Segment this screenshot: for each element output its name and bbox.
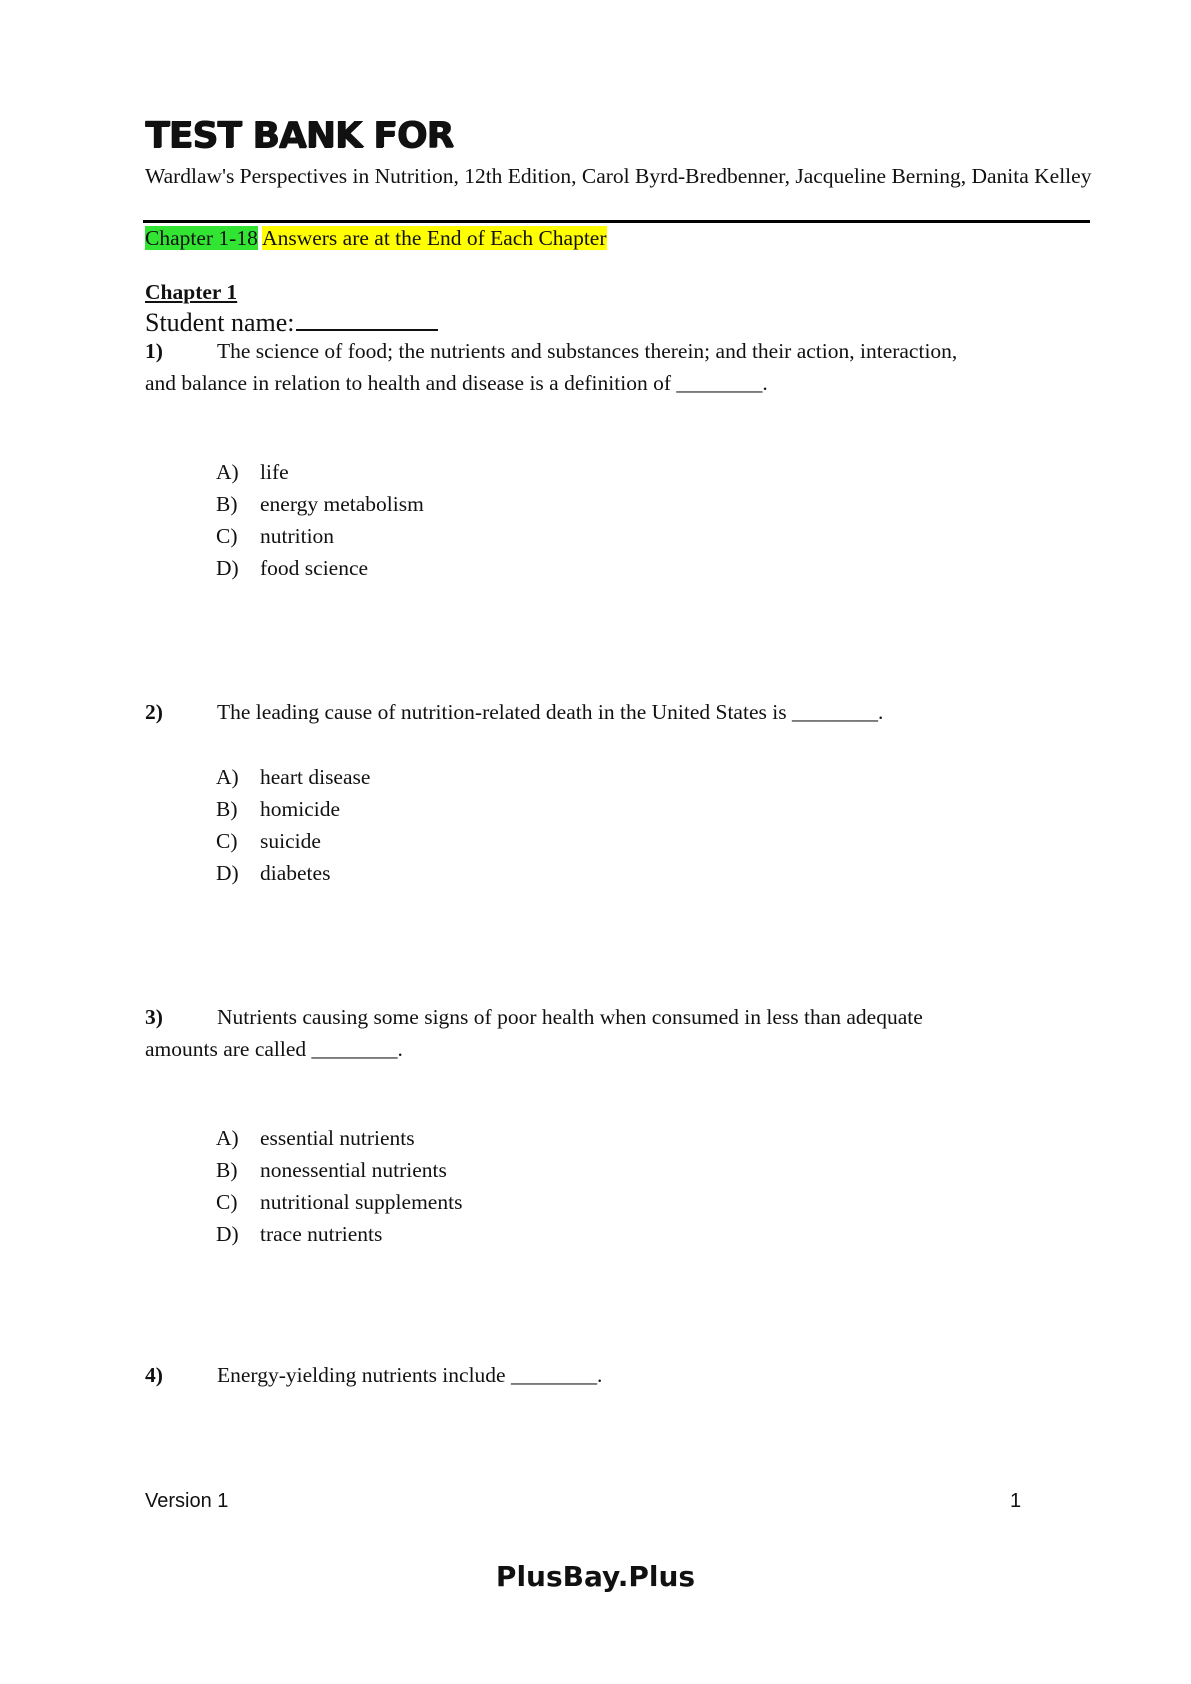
question-2 <box>145 696 1075 728</box>
option-c <box>216 825 370 857</box>
question-2-options <box>216 761 370 889</box>
question-number: 1) <box>145 339 163 363</box>
option-d <box>216 857 370 889</box>
question-3-options <box>216 1122 462 1250</box>
option-d <box>216 1218 462 1250</box>
question-text: The leading cause of nutrition-related death in the United States is ________. <box>217 700 884 724</box>
question-3 <box>145 1001 1075 1065</box>
chapter-range-line <box>145 224 607 252</box>
question-text: Nutrients causing some signs of poor health when consumed in less than adequate <box>217 1005 923 1029</box>
option-c <box>216 1186 462 1218</box>
option-text: homicide <box>260 797 341 821</box>
option-text: energy metabolism <box>260 492 424 516</box>
header-divider <box>143 220 1090 223</box>
option-text: food science <box>260 556 369 580</box>
question-text-continued: amounts are called ________. <box>145 1037 403 1061</box>
option-letter: C) <box>216 524 238 548</box>
option-d <box>216 552 424 584</box>
question-text: The science of food; the nutrients and substances therein; and their action, interaction, <box>217 339 958 363</box>
option-a <box>216 761 370 793</box>
option-text: nonessential nutrients <box>260 1158 447 1182</box>
student-name-line <box>145 305 438 338</box>
option-letter: D) <box>216 861 239 885</box>
option-letter: D) <box>216 1222 239 1246</box>
option-text: essential nutrients <box>260 1126 415 1150</box>
option-text: diabetes <box>260 861 331 885</box>
document-title: TEST BANK FOR <box>145 115 453 156</box>
chapter-heading: Chapter 1 <box>145 280 238 304</box>
option-a <box>216 1122 462 1154</box>
question-1 <box>145 335 1075 399</box>
question-1-options <box>216 456 424 584</box>
student-name-blank <box>296 305 438 331</box>
option-text: life <box>260 460 289 484</box>
option-text: nutrition <box>260 524 335 548</box>
option-letter: C) <box>216 829 238 853</box>
book-subtitle: Wardlaw's Perspectives in Nutrition, 12th Edition, Carol Byrd-Bredbenner, Jacqueline Berning, Danita Kelley <box>145 164 1092 188</box>
option-text: trace nutrients <box>260 1222 383 1246</box>
option-b <box>216 793 370 825</box>
option-letter: B) <box>216 797 238 821</box>
option-b <box>216 488 424 520</box>
option-letter: A) <box>216 1126 239 1150</box>
option-letter: A) <box>216 765 239 789</box>
question-number: 4) <box>145 1363 163 1387</box>
footer-page-number: 1 <box>1010 1490 1022 1512</box>
question-4 <box>145 1359 1075 1391</box>
footer-version: Version 1 <box>145 1490 229 1512</box>
option-text: suicide <box>260 829 321 853</box>
question-text: Energy-yielding nutrients include ________. <box>217 1363 603 1387</box>
question-text-continued: and balance in relation to health and disease is a definition of ________. <box>145 371 768 395</box>
answers-note-highlight: Answers are at the End of Each Chapter <box>262 226 607 250</box>
question-number: 3) <box>145 1005 163 1029</box>
option-b <box>216 1154 462 1186</box>
question-number: 2) <box>145 700 163 724</box>
chapters-range-highlight: Chapter 1-18 <box>145 226 258 250</box>
option-text: nutritional supplements <box>260 1190 463 1214</box>
option-text: heart disease <box>260 765 371 789</box>
student-name-label: Student name: <box>145 308 295 337</box>
option-letter: D) <box>216 556 239 580</box>
option-letter: A) <box>216 460 239 484</box>
option-letter: C) <box>216 1190 238 1214</box>
option-a <box>216 456 424 488</box>
watermark-logo: PlusBay.Plus <box>495 1560 696 1593</box>
option-letter: B) <box>216 492 238 516</box>
option-c <box>216 520 424 552</box>
option-letter: B) <box>216 1158 238 1182</box>
